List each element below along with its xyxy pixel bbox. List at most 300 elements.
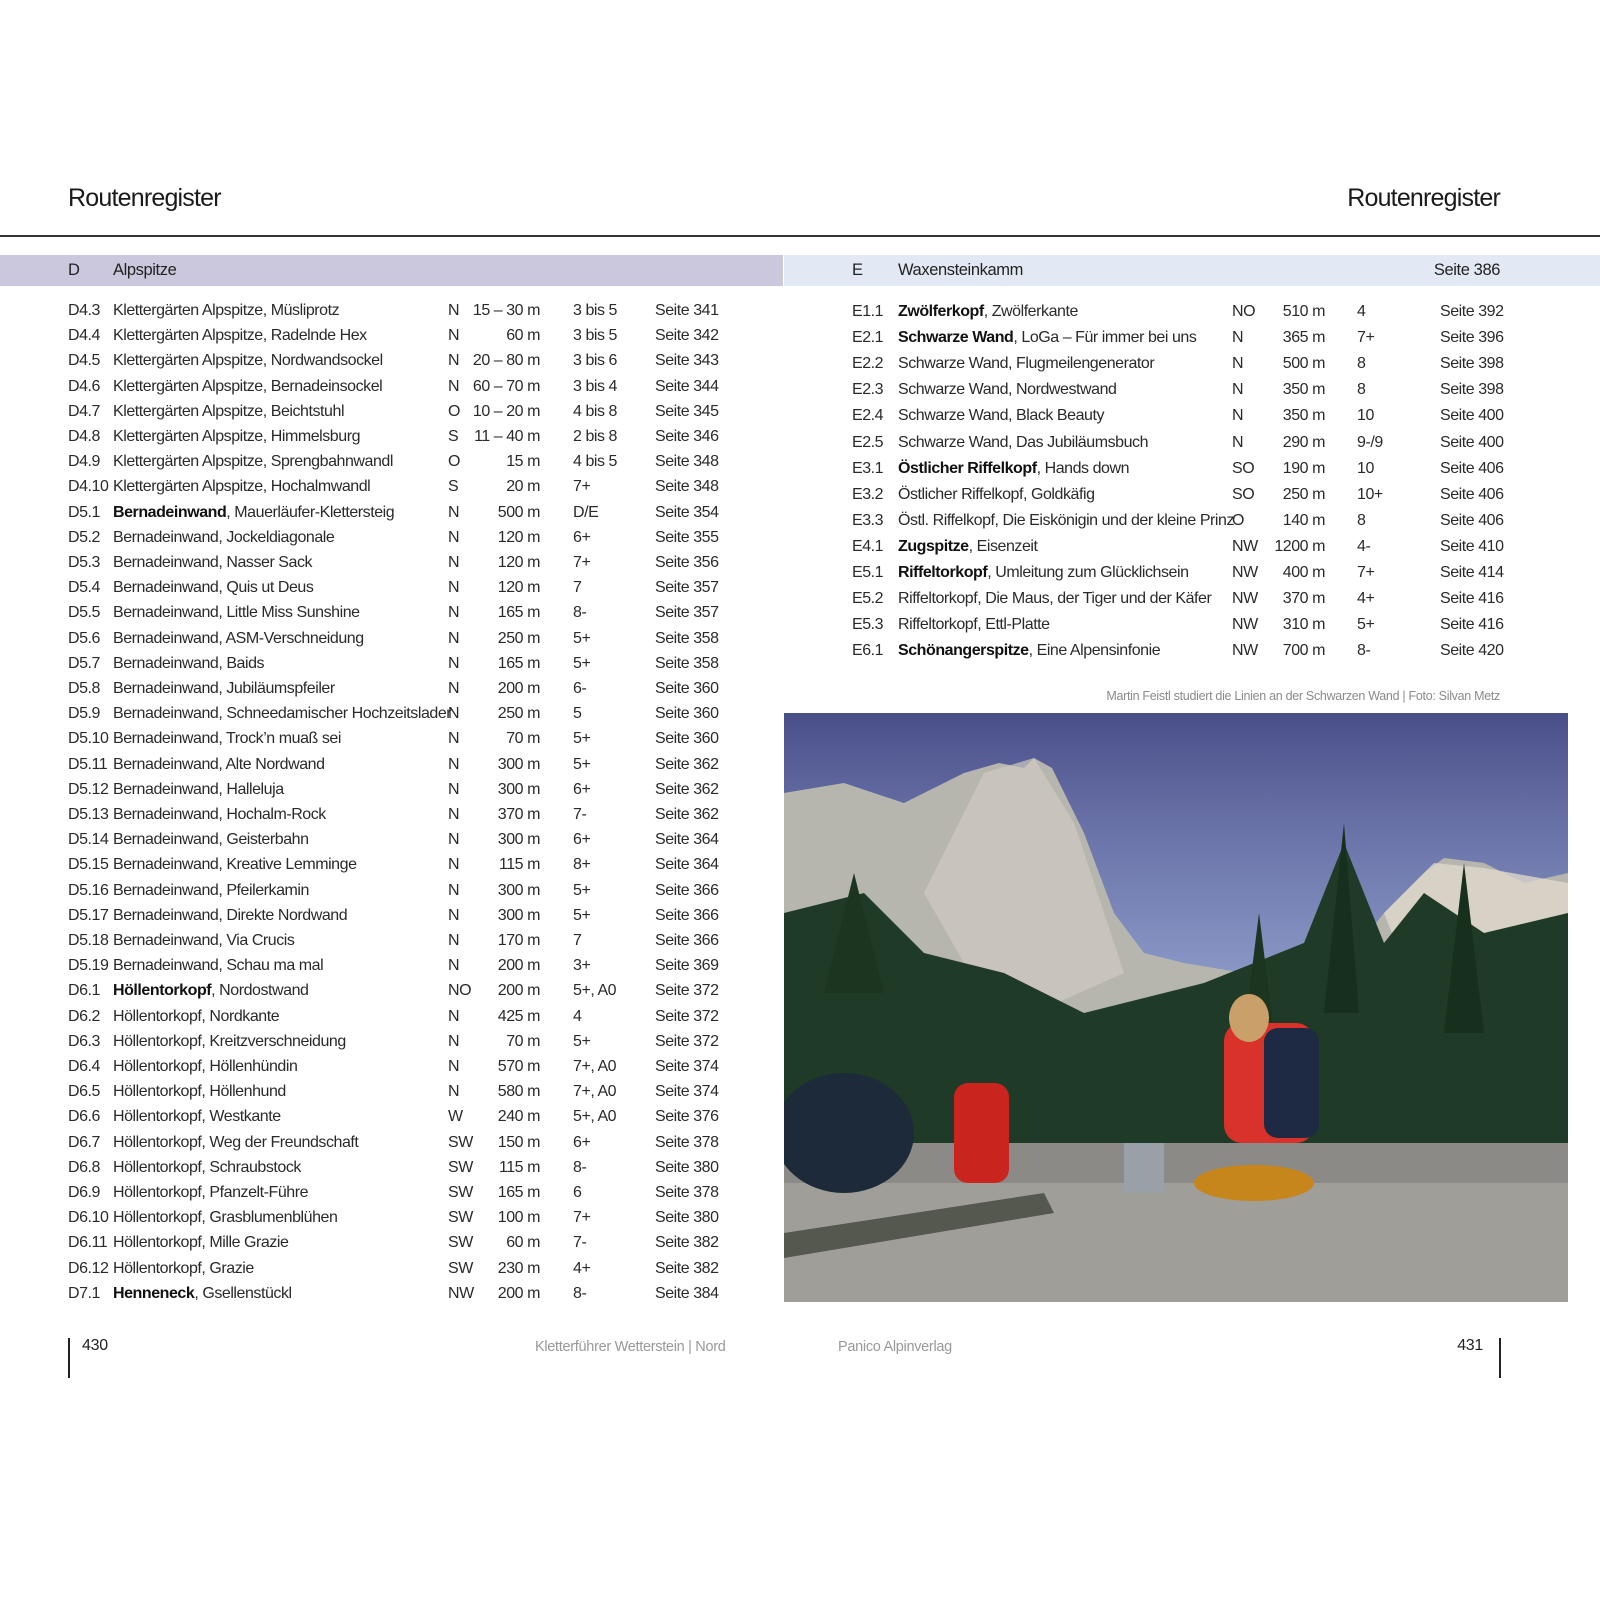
route-name [113,882,309,900]
route-id: D5.5 [68,604,100,622]
route-length: 510 m [1282,303,1325,320]
route-length: 115 m [498,1158,540,1176]
route-direction: N [448,327,460,345]
route-row [68,554,768,578]
route-name [113,352,383,370]
route-grade: 5+ [1357,616,1375,634]
route-row [68,453,768,477]
route-name [898,512,1234,530]
route-length: 190 m [1282,459,1325,477]
route-length: 165 m [497,1184,540,1201]
route-direction: N [448,780,460,798]
section-header-e [784,255,1600,286]
route-title: Höllentorkopf, Mille Grazie [113,1234,289,1252]
route-direction: N [448,377,460,395]
route-title: Bernadeinwand, Jockeldiagonale [113,528,335,546]
route-title: Riffeltorkopf, Ettl-Platte [898,616,1050,634]
route-title: Höllentorkopf, Höllenhündin [113,1058,298,1075]
route-page: Seite 341 [655,302,719,319]
route-title: Bernadeinwand, Pfeilerkamin [113,881,309,899]
route-name [113,1184,308,1202]
route-length: 350 m [1282,381,1325,399]
route-direction: SW [448,1234,473,1252]
route-page: Seite 406 [1440,459,1504,477]
route-title: Klettergärten Alpspitze, Himmelsburg [113,428,361,445]
route-id: E5.1 [852,564,884,581]
route-grade: 8- [573,604,587,622]
route-title: Bernadeinwand, ASM-Verschneidung [113,629,364,647]
route-row [68,882,768,906]
section-name: Alpspitze [113,261,177,279]
route-title: Bernadeinwand, Kreative Lemminge [113,856,357,874]
route-length: 20 m [506,478,540,496]
route-name [113,957,323,975]
route-row [68,327,768,351]
route-length: 570 m [497,1058,540,1075]
route-id: D7.1 [68,1284,100,1302]
route-id: D5.1 [68,503,100,521]
route-summit: Zugspitze [898,537,969,555]
route-title: Bernadeinwand, Hochalm-Rock [113,806,326,823]
route-direction: NW [1232,616,1258,634]
route-id: E2.2 [852,355,884,373]
route-name [898,486,1095,504]
route-id: D6.6 [68,1108,100,1126]
route-page: Seite 384 [655,1284,719,1302]
route-direction: N [448,302,460,319]
route-page: Seite 345 [655,402,719,420]
route-direction: O [448,453,460,471]
route-direction: N [448,932,460,949]
route-id: D6.12 [68,1259,109,1277]
route-title: Höllentorkopf, Grasblumenblühen [113,1209,338,1227]
route-length: 250 m [497,629,540,647]
route-length: 60 – 70 m [472,377,540,395]
route-name [113,655,264,673]
route-row [68,579,768,603]
route-id: E3.2 [852,485,884,503]
route-name [113,907,347,925]
route-direction: N [448,528,460,546]
route-title: Riffeltorkopf, Die Maus, der Tiger und der Käfer [898,590,1212,608]
route-row [852,381,1512,405]
route-name [898,590,1211,608]
route-grade: 7- [573,806,587,823]
route-name [898,616,1050,634]
route-grade: 7+ [573,1209,591,1227]
route-grade: 10 [1357,459,1374,477]
route-direction: N [448,1032,460,1050]
route-id: E2.1 [852,329,884,347]
route-name [113,1285,292,1303]
route-page: Seite 406 [1440,511,1504,529]
route-title: Östlicher Riffelkopf, Goldkäfig [898,485,1095,503]
route-grade: 5+ [573,906,591,924]
route-title: Klettergärten Alpspitze, Nordwandsockel [113,352,383,370]
route-length: 70 m [506,730,540,748]
route-summit: Riffeltorkopf [898,564,988,581]
route-summit: Schönangerspitze [898,642,1029,660]
route-name [113,1108,281,1126]
route-grade: 8- [573,1284,587,1302]
route-length: 100 m [497,1209,540,1227]
route-page: Seite 344 [655,377,719,395]
route-length: 115 m [498,856,540,874]
route-row [68,781,768,805]
route-length: 290 m [1282,433,1325,451]
route-name [113,1008,279,1026]
route-length: 200 m [497,982,540,1000]
route-grade: 6 [573,1184,582,1201]
route-direction: NO [448,982,472,1000]
route-id: D4.9 [68,453,100,471]
route-grade: 6+ [573,528,591,546]
route-id: D5.8 [68,680,100,697]
page-title-left: Routenregister [68,184,221,212]
route-grade: 7 [573,579,582,597]
route-row [852,329,1512,353]
route-grade: 7+ [1357,329,1375,347]
route-row [68,1033,768,1057]
route-row [68,806,768,830]
route-id: D5.7 [68,654,100,672]
route-name [898,381,1116,399]
route-summit: Höllentorkopf [113,982,212,1000]
route-grade: 8 [1357,511,1366,529]
route-id: D6.1 [68,982,100,1000]
route-grade: 2 bis 8 [573,428,617,445]
route-page: Seite 369 [655,957,719,975]
route-id: D6.3 [68,1032,100,1050]
route-length: 120 m [497,528,540,546]
route-page: Seite 342 [655,327,719,345]
route-grade: 8+ [573,856,591,874]
book-title: Kletterführer Wetterstein | Nord [535,1339,726,1355]
route-id: E3.1 [852,459,884,477]
route-page: Seite 362 [655,755,719,773]
route-row [68,957,768,981]
route-page: Seite 378 [655,1133,719,1151]
route-grade: 7+ [573,554,591,571]
route-name [113,856,357,874]
route-name [898,460,1129,478]
route-name [113,705,451,723]
route-name [113,1134,358,1152]
route-length: 250 m [1282,485,1325,503]
route-title: , Umleitung zum Glücklichsein [987,564,1189,581]
route-id: E1.1 [852,303,884,320]
route-page: Seite 398 [1440,381,1504,399]
route-row [852,303,1512,327]
route-direction: S [448,478,459,496]
section-header-d [0,255,783,286]
route-id: D6.2 [68,1007,100,1025]
route-direction: N [448,831,460,849]
route-row [68,655,768,679]
route-direction: NW [1232,590,1258,608]
route-length: 120 m [497,579,540,597]
route-direction: N [448,680,460,697]
publisher: Panico Alpinverlag [838,1339,952,1355]
section-name: Waxensteinkamm [898,261,1023,279]
route-direction: N [448,629,460,647]
route-direction: N [448,806,460,823]
route-grade: 8- [573,1158,587,1176]
route-name [898,407,1104,425]
route-page: Seite 366 [655,881,719,899]
route-grade: 7+, A0 [573,1083,617,1101]
route-page: Seite 380 [655,1209,719,1227]
route-grade: 3 bis 5 [573,302,617,319]
route-id: D5.9 [68,705,100,723]
route-name [113,403,344,421]
route-grade: 8- [1357,642,1371,660]
route-row [68,1108,768,1132]
route-row [852,355,1512,379]
route-title: Bernadeinwand, Baids [113,654,265,672]
route-length: 170 m [497,932,540,949]
route-title: Klettergärten Alpspitze, Sprengbahnwandl [113,453,393,471]
route-row [68,680,768,704]
route-row [68,1260,768,1284]
route-id: D5.6 [68,629,100,647]
page-number-left: 430 [82,1337,108,1354]
route-length: 230 m [497,1259,540,1277]
route-row [68,1058,768,1082]
route-row [852,642,1512,666]
route-title: Höllentorkopf, Grazie [113,1259,254,1277]
route-name [898,329,1196,347]
route-page: Seite 382 [655,1234,719,1252]
route-direction: SO [1232,485,1255,503]
route-row [68,1008,768,1032]
route-title: Klettergärten Alpspitze, Müsliprotz [113,302,340,319]
route-length: 400 m [1282,564,1325,581]
route-grade: 5+ [573,1032,591,1050]
route-direction: N [448,654,460,672]
route-name [113,478,370,496]
route-id: E6.1 [852,642,884,660]
route-direction: N [1232,329,1244,347]
route-page: Seite 356 [655,554,719,571]
route-id: D4.3 [68,302,100,319]
route-direction: S [448,428,459,445]
route-page: Seite 360 [655,705,719,723]
route-id: E2.5 [852,433,884,451]
route-page: Seite 357 [655,579,719,597]
route-title: , LoGa – Für immer bei uns [1013,329,1197,347]
route-id: D5.18 [68,932,109,949]
route-grade: 3 bis 5 [573,327,617,345]
route-title: , Mauerläufer-Klettersteig [226,503,395,521]
route-direction: N [448,957,460,975]
route-title: Bernadeinwand, Little Miss Sunshine [113,604,360,622]
route-id: D5.4 [68,579,100,597]
route-length: 200 m [497,680,540,697]
route-row [68,1184,768,1208]
page-edge-line [1499,1338,1501,1378]
route-name [113,781,284,799]
route-row [68,730,768,754]
route-title: Bernadeinwand, Schneedamischer Hochzeitslader [113,705,452,723]
route-summit: Zwölferkopf [898,303,984,320]
route-title: Höllentorkopf, Weg der Freundschaft [113,1133,359,1151]
section-page: Seite 386 [1433,261,1500,279]
route-row [68,932,768,956]
route-length: 200 m [497,957,540,975]
route-direction: N [448,1058,460,1075]
route-page: Seite 378 [655,1184,719,1201]
route-id: D4.8 [68,428,100,445]
route-name [113,1159,301,1177]
route-direction: N [448,856,460,874]
route-summit: Henneneck [113,1284,195,1302]
header-rule [0,235,1600,237]
route-grade: 4 bis 8 [573,402,617,420]
route-row [68,529,768,553]
route-row [68,403,768,427]
route-row [852,407,1512,431]
route-direction: N [1232,433,1244,451]
route-name [113,378,382,396]
route-length: 70 m [506,1032,540,1050]
route-title: Bernadeinwand, Direkte Nordwand [113,906,348,924]
route-name [113,327,367,345]
route-name [898,355,1154,373]
route-name [898,434,1148,452]
route-direction: NW [1232,564,1258,581]
route-length: 165 m [497,654,540,672]
route-length: 140 m [1282,511,1325,529]
route-grade: 7+, A0 [573,1058,617,1075]
route-summit: Bernadeinwand [113,503,227,521]
route-page: Seite 366 [655,906,719,924]
route-page: Seite 374 [655,1083,719,1101]
page-title-right: Routenregister [1347,184,1500,212]
route-direction: N [448,579,460,597]
route-id: D5.19 [68,957,109,975]
route-summit: Östlicher Riffelkopf [898,459,1037,477]
route-grade: 4 bis 5 [573,453,617,471]
route-name [113,554,312,572]
route-id: E5.2 [852,590,884,608]
climbing-photo [784,713,1568,1302]
route-grade: 3 bis 4 [573,377,617,395]
route-id: D4.6 [68,377,100,395]
route-length: 200 m [497,1284,540,1302]
route-length: 300 m [497,906,540,924]
route-title: Schwarze Wand, Das Jubiläumsbuch [898,433,1149,451]
route-title: Bernadeinwand, Via Crucis [113,932,295,949]
route-page: Seite 346 [655,428,719,445]
route-direction: SW [448,1133,473,1151]
route-id: D5.14 [68,831,109,849]
route-page: Seite 416 [1440,616,1504,634]
route-id: D4.4 [68,327,100,345]
route-grade: 10 [1357,407,1374,425]
route-name [113,1234,288,1252]
route-id: E3.3 [852,511,884,529]
route-grade: 8 [1357,381,1366,399]
route-name [113,1058,297,1076]
route-length: 60 m [506,1234,540,1252]
route-row [852,434,1512,458]
route-page: Seite 400 [1440,433,1504,451]
route-title: Klettergärten Alpspitze, Beichtstuhl [113,402,345,420]
route-grade: 6+ [573,780,591,798]
route-name [113,529,334,547]
route-row [852,590,1512,614]
route-length: 240 m [497,1108,540,1126]
route-title: Höllentorkopf, Nordkante [113,1007,280,1025]
route-row [68,378,768,402]
route-id: D6.8 [68,1158,100,1176]
route-id: D5.12 [68,780,109,798]
route-name [113,831,309,849]
route-page: Seite 374 [655,1058,719,1075]
route-name [113,806,326,824]
route-length: 300 m [497,831,540,849]
route-title: , Nordostwand [211,982,309,1000]
route-id: D4.5 [68,352,100,370]
route-length: 500 m [1282,355,1325,373]
route-name [113,630,364,648]
route-title: , Eisenzeit [968,537,1038,555]
route-row [68,982,768,1006]
route-name [898,303,1078,321]
route-page: Seite 360 [655,730,719,748]
route-page: Seite 398 [1440,355,1504,373]
route-id: D4.10 [68,478,109,496]
route-grade: 5+ [573,730,591,748]
route-direction: N [448,730,460,748]
route-length: 250 m [497,705,540,723]
route-row [68,1159,768,1183]
route-page: Seite 420 [1440,642,1504,660]
route-row [68,1134,768,1158]
route-direction: N [1232,407,1244,425]
route-title: Östl. Riffelkopf, Die Eiskönigin und der kleine Prinz [898,511,1235,529]
route-row [68,630,768,654]
route-direction: O [448,402,460,420]
route-id: E4.1 [852,537,884,555]
route-direction: NW [1232,642,1258,660]
route-length: 580 m [497,1083,540,1101]
route-title: Bernadeinwand, Jubiläumspfeiler [113,680,335,697]
route-page: Seite 354 [655,503,719,521]
route-title: Höllentorkopf, Pfanzelt-Führe [113,1184,309,1201]
route-title: Höllentorkopf, Schraubstock [113,1158,301,1176]
route-page: Seite 380 [655,1158,719,1176]
route-length: 300 m [497,780,540,798]
route-title: Bernadeinwand, Quis ut Deus [113,579,314,597]
route-row [68,504,768,528]
route-id: D5.15 [68,856,109,874]
route-name [113,730,341,748]
route-length: 300 m [497,881,540,899]
route-id: D6.5 [68,1083,100,1101]
route-title: Bernadeinwand, Halleluja [113,780,284,798]
route-length: 350 m [1282,407,1325,425]
route-grade: 5+ [573,881,591,899]
route-id: D5.16 [68,881,109,899]
route-name [113,428,360,446]
route-direction: NW [1232,537,1258,555]
route-length: 150 m [497,1133,540,1151]
route-row [852,512,1512,536]
route-direction: N [448,604,460,622]
route-length: 365 m [1282,329,1325,347]
